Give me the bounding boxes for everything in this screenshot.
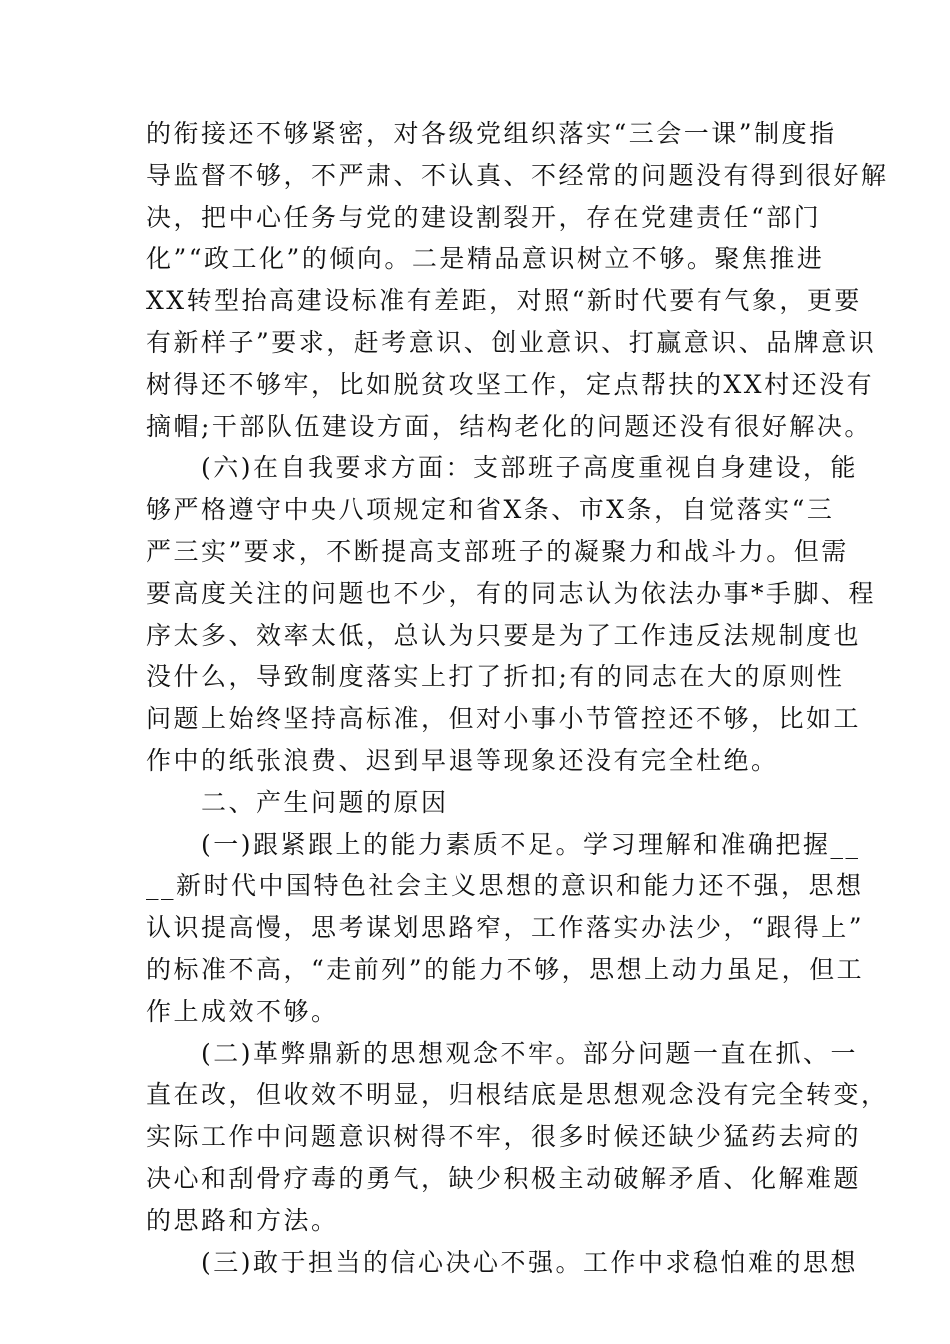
text-line: 问题上始终坚持高标准，但对小事小节管控还不够，比如工	[146, 704, 862, 734]
text-line: 决，把中心任务与党的建设割裂开，存在党建责任“部门	[146, 202, 822, 232]
text-line: 够严格遵守中央八项规定和省X条、市X条，自觉落实“三	[146, 495, 835, 525]
text-line: 树得还不够牢，比如脱贫攻坚工作，定点帮扶的XX村还没有	[146, 369, 875, 399]
text-line: 直在改，但收效不明显，归根结底是思想观念没有完全转变，	[146, 1080, 889, 1110]
text-line: 摘帽;干部队伍建设方面，结构老化的问题还没有很好解决。	[146, 411, 872, 441]
paragraph-first-line: (六)在自我要求方面：支部班子高度重视自身建设，能	[201, 453, 859, 483]
text-line: 序太多、效率太低，总认为只要是为了工作违反法规制度也	[146, 620, 862, 650]
text-line: 有新样子”要求，赶考意识、创业意识、打赢意识、品牌意识	[146, 327, 877, 357]
text-line: 导监督不够，不严肃、不认真、不经常的问题没有得到很好解	[146, 160, 889, 190]
text-line: 的标准不高，“走前列”的能力不够，思想上动力虽足，但工	[146, 954, 865, 984]
section-heading: 二、产生问题的原因	[201, 787, 449, 817]
text-line: 作中的纸张浪费、迟到早退等现象还没有完全杜绝。	[146, 745, 779, 775]
paragraph-first-line: (一)跟紧跟上的能力素质不足。学习理解和准确把握__	[201, 829, 861, 859]
text-line: 作上成效不够。	[146, 996, 339, 1026]
document-body	[146, 113, 889, 1283]
text-line: 的思路和方法。	[146, 1205, 339, 1235]
text-line: __新时代中国特色社会主义思想的意识和能力还不强，思想	[146, 871, 864, 901]
text-line: XX转型抬高建设标准有差距，对照“新时代要有气象，更要	[146, 286, 862, 316]
text-line: 化”“政工化”的倾向。二是精品意识树立不够。聚焦推进	[146, 244, 825, 274]
paragraph-first-line: (三)敢于担当的信心决心不强。工作中求稳怕难的思想	[201, 1247, 859, 1277]
text-line: 认识提高慢，思考谋划思路窄，工作落实办法少，“跟得上”	[146, 913, 865, 943]
text-line: 的衔接还不够紧密，对各级党组织落实“三会一课”制度指	[146, 119, 837, 148]
text-line: 决心和刮骨疗毒的勇气，缺少积极主动破解矛盾、化解难题	[146, 1163, 862, 1193]
text-line: 实际工作中问题意识树得不牢，很多时候还缺少猛药去疴的	[146, 1122, 862, 1152]
paragraph-first-line: (二)革弊鼎新的思想观念不牢。部分问题一直在抓、一	[201, 1038, 859, 1068]
text-line: 要高度关注的问题也不少，有的同志认为依法办事*手脚、程	[146, 578, 877, 608]
text-line: 没什么，导致制度落实上打了折扣;有的同志在大的原则性	[146, 662, 845, 692]
text-line: 严三实”要求，不断提高支部班子的凝聚力和战斗力。但需	[146, 536, 849, 566]
